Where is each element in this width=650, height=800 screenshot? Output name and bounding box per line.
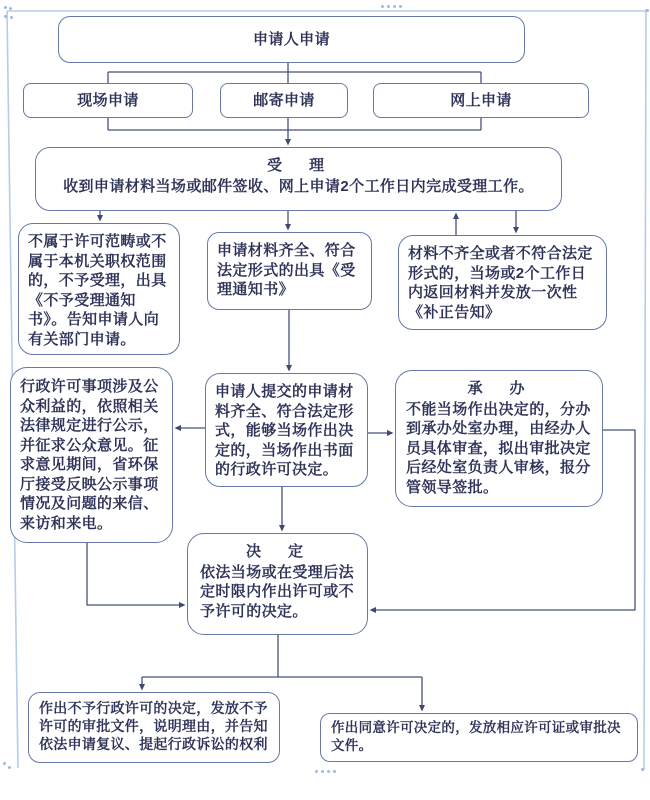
node-decision-title: 决 定 xyxy=(245,543,309,560)
scan-artifact xyxy=(10,16,13,19)
scan-artifact xyxy=(4,15,7,18)
node-mail-label: 邮寄申请 xyxy=(253,91,315,109)
scan-artifact xyxy=(9,7,12,10)
scan-artifact xyxy=(333,770,336,773)
scan-artifact xyxy=(4,6,7,9)
scan-artifact xyxy=(387,5,390,8)
node-mail-application xyxy=(220,83,348,118)
node-undertake-text: 不能当场作出决定的，分办到承办处室办理，由经办人员具体审查，拟出审批决定后经处室负责人审核，报分管领导签批。 xyxy=(406,400,591,496)
node-onsite-decision-text: 申请人提交的申请材料齐全、符合法定形式，能够当场作出决定的，当场作出书面的行政许可决定。 xyxy=(215,383,354,478)
node-onsite-decision xyxy=(205,373,368,487)
node-onsite-label: 现场申请 xyxy=(77,91,139,109)
node-undertake xyxy=(395,370,603,507)
node-acceptance-text: 收到申请材料当场或邮件签收、网上申请2个工作日内完成受理工作。 xyxy=(63,177,534,195)
node-applicant-label: 申请人申请 xyxy=(252,30,330,48)
node-deny-result xyxy=(28,692,280,763)
node-undertake-title: 承 办 xyxy=(467,380,531,397)
node-public-notice xyxy=(10,367,173,543)
scan-artifact xyxy=(315,770,318,773)
scan-artifact xyxy=(327,770,330,773)
node-acceptance-notice-text: 申请材料齐全、符合法定形式的出具《受理通知书》 xyxy=(217,242,356,298)
node-online-label: 网上申请 xyxy=(450,91,512,109)
node-rejection-notice-text: 不属于许可范畴或不属于本机关职权范围的，不予受理，出具《不予受理通知书》。告知申请人向有关部门申请。 xyxy=(28,233,167,348)
node-acceptance xyxy=(35,147,562,211)
scan-artifact xyxy=(641,768,644,771)
node-acceptance-title: 受 理 xyxy=(266,157,330,174)
scan-artifact xyxy=(646,9,649,12)
node-applicant xyxy=(58,16,525,63)
node-grant-result xyxy=(320,713,638,762)
scan-artifact xyxy=(321,770,324,773)
node-onsite-application xyxy=(23,83,193,118)
connector-public-to-decision xyxy=(87,543,184,605)
node-supplement-notice xyxy=(398,235,607,330)
node-supplement-notice-text: 材料不齐全或者不符合法定形式的，当场或2个工作日内返回材料并发放一次性《补正告知》 xyxy=(408,245,593,321)
node-deny-result-text: 作出不予行政许可的决定，发放不予许可的审批文件，说明理由，并告知依法申请复议、提起行政诉讼的权利 xyxy=(39,700,268,753)
scan-artifact xyxy=(8,766,11,769)
node-rejection-notice xyxy=(18,223,180,355)
node-grant-result-text: 作出同意许可决定的，发放相应许可证或审批决文件。 xyxy=(331,720,621,753)
scan-artifact xyxy=(3,762,6,765)
node-decision-text: 依法当场或在受理后法定时限内作出许可或不予许可的决定。 xyxy=(200,563,355,620)
node-public-notice-text: 行政许可事项涉及公众利益的，依照相关法律规定进行公示，并征求公众意见。征求意见期间，省环保厅接受反映公示事项情况及问题的来信、来访和来电。 xyxy=(20,378,159,532)
scan-artifact xyxy=(381,5,384,8)
node-online-application xyxy=(373,83,589,118)
node-acceptance-notice xyxy=(207,232,372,310)
node-decision xyxy=(187,533,368,635)
scan-artifact xyxy=(399,5,402,8)
scan-artifact xyxy=(393,5,396,8)
